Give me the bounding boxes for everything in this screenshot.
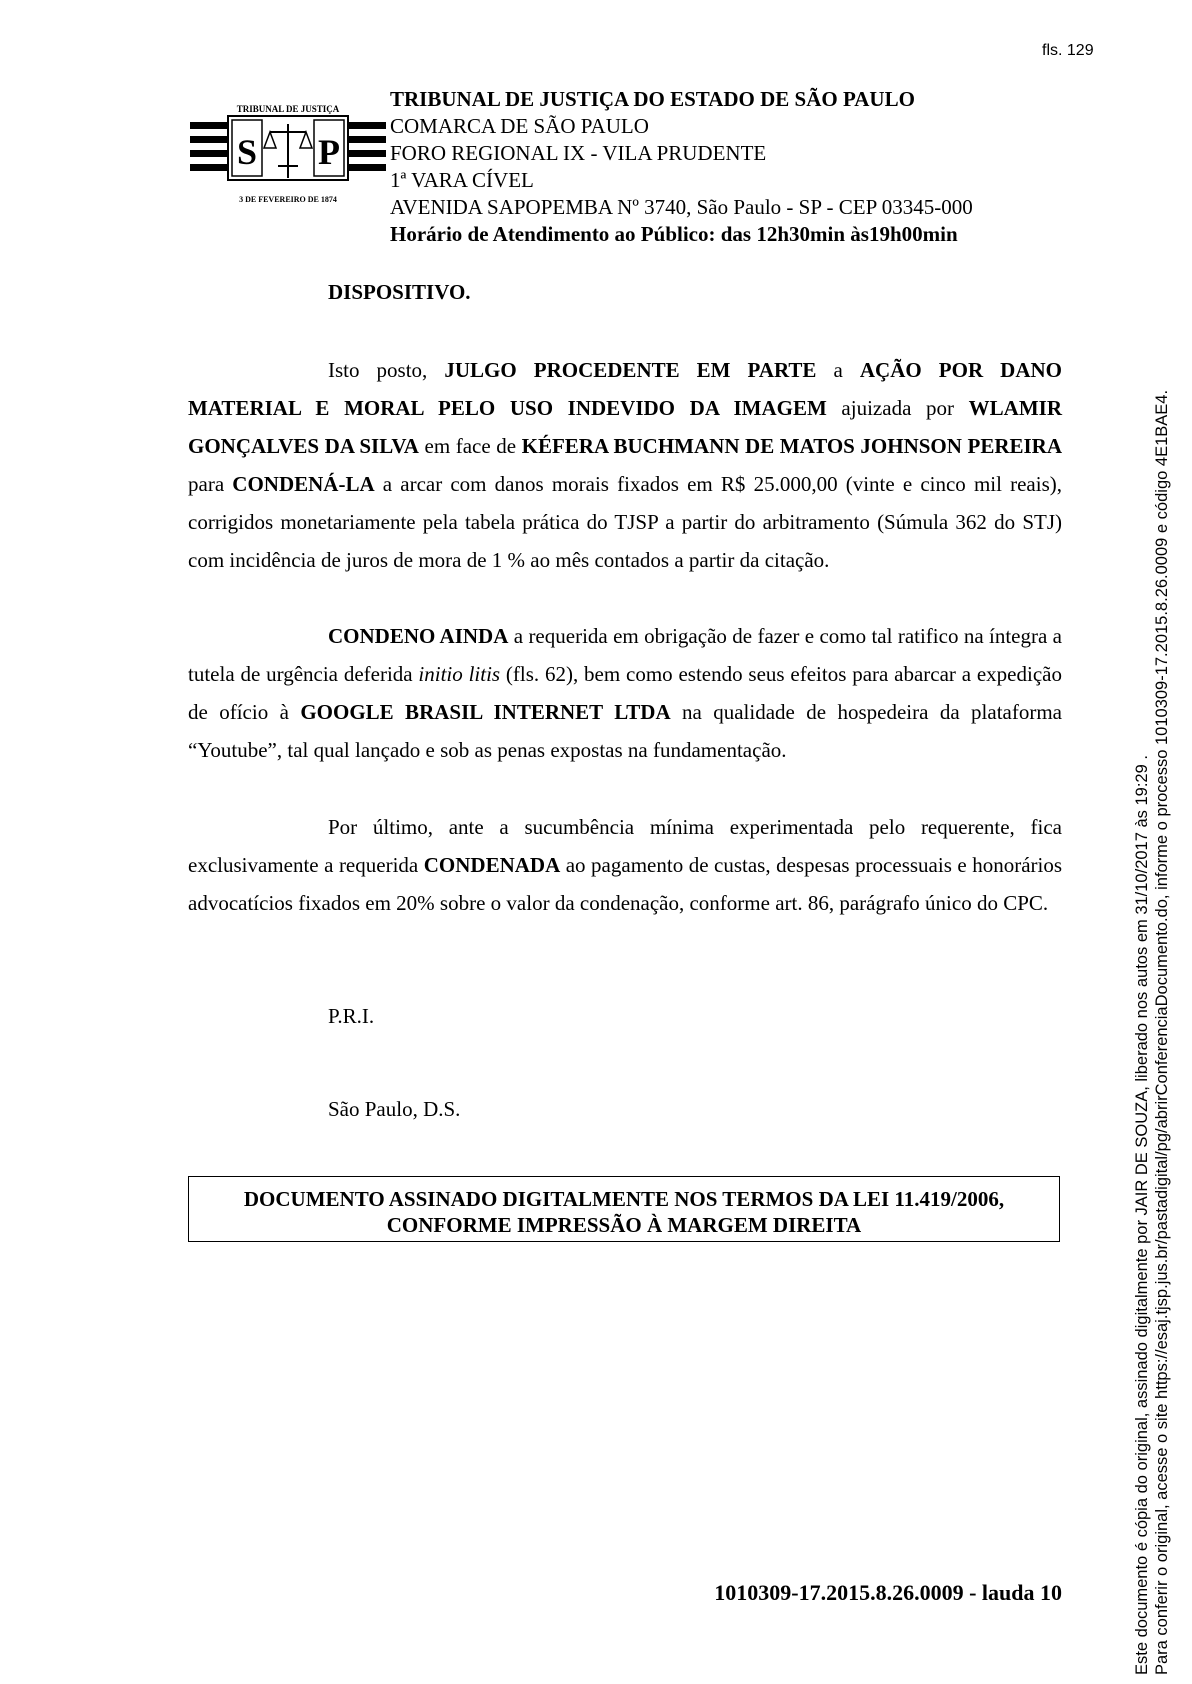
district-name: COMARCA DE SÃO PAULO (390, 114, 649, 138)
process-footer: 1010309-17.2015.8.26.0009 - lauda 10 (714, 1580, 1062, 1605)
signature-line-2: CONFORME IMPRESSÃO À MARGEM DIREITA (386, 1213, 862, 1237)
digital-signature-box (188, 1176, 1060, 1242)
court-hours: Horário de Atendimento ao Público: das 12h30min às19h00min (390, 222, 958, 246)
court-address: AVENIDA SAPOPEMBA Nº 3740, São Paulo - SP - CEP 03345-000 (390, 195, 973, 219)
seal-letter-p: P (318, 132, 340, 172)
seal-letter-s: S (236, 132, 258, 172)
paragraph-judgment: Isto posto, JULGO PROCEDENTE EM PARTE a AÇÃO POR DANO MATERIAL E MORAL PELO USO INDEVIDO DA IMAGEM ajuizada por WLAMIR GONÇALVES DA SILVA em face de KÉFERA BUCHMANN DE MATOS JOHNSON PEREIRA para CONDENÁ-LA a arcar com danos morais fixados em R$ 25.000,00 (vinte e cinco mil reais), corrigidos monetariamente pela tabela prática do TJSP a partir do arbitramento (Súmula 362 do STJ) com incidência de juros de mora de 1 % ao mês contados a partir da citação. (188, 358, 1062, 572)
court-name: TRIBUNAL DE JUSTIÇA DO ESTADO DE SÃO PAULO (390, 87, 915, 111)
court-division: 1ª VARA CÍVEL (390, 168, 534, 192)
seal-bottom-text: 3 DE FEVEREIRO DE 1874 (239, 195, 337, 204)
court-seal-logo (188, 74, 388, 212)
forum-name: FORO REGIONAL IX - VILA PRUDENTE (390, 141, 767, 165)
paragraph-obligation: CONDENO AINDA a requerida em obrigação de fazer e como tal ratifico na íntegra a tutela de urgência deferida initio litis (fls. 62), bem como estendo seus efeitos para abarcar a expedição de ofício à GOOGLE BRASIL INTERNET LTDA na qualidade de hospedeira da plataforma “Youtube”, tal qual lançado e sob as penas expostas na fundamentação. (188, 624, 1063, 762)
court-header (390, 86, 973, 248)
margin-verification-note (1132, 275, 1172, 1675)
city-date: São Paulo, D.S. (328, 1097, 461, 1121)
pri-note: P.R.I. (328, 1004, 375, 1028)
page-number: fls. 129 (1042, 42, 1094, 59)
signature-line-1: DOCUMENTO ASSINADO DIGITALMENTE NOS TERMOS DA LEI 11.419/2006, (243, 1187, 1005, 1211)
margin-line-1: Este documento é cópia do original, assinado digitalmente por JAIR DE SOUZA, liberado nos autos em 31/10/2017 às 19:29 . (1133, 755, 1151, 1675)
paragraph-costs: Por último, ante a sucumbência mínima experimentada pelo requerente, fica exclusivamente a requerida CONDENADA ao pagamento de custas, despesas processuais e honorários advocatícios fixados em 20% sobre o valor da condenação, conforme art. 86, parágrafo único do CPC. (188, 815, 1063, 915)
court-seal-icon (188, 74, 388, 212)
margin-line-2: Para conferir o original, acesse o site https://esaj.tjsp.jus.br/pastadigital/pg/abrirConferenciaDocumento.do, informe o processo 1010309-17.2015.8.26.0009 e código 4E1BAE4. (1153, 389, 1171, 1675)
seal-top-text: TRIBUNAL DE JUSTIÇA (236, 104, 340, 114)
section-heading: DISPOSITIVO. (328, 280, 471, 304)
